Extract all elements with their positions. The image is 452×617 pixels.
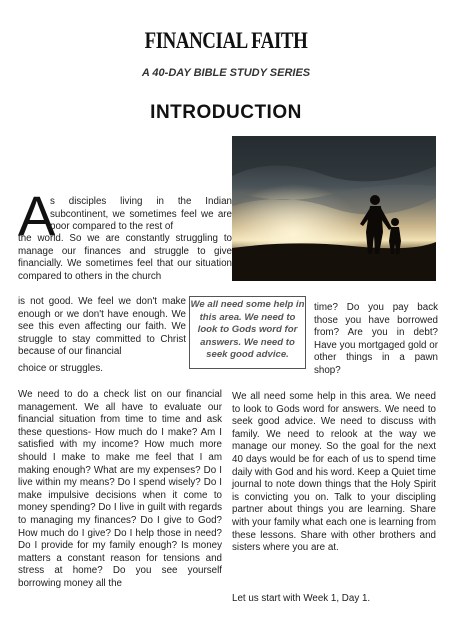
intro-paragraph-end: choice or struggles. [18, 363, 103, 374]
intro-paragraph-wrap: is not good. We feel we don't make enough or we don't have enough. We see this even affecting our faith. We struggle to stay committed to Christ because of our financial [18, 296, 186, 358]
drop-cap: A [18, 184, 56, 247]
intro-paragraph-start: s disciples living in the Indian subcontinent, we sometimes feel we are poor compared to the rest of [50, 196, 232, 233]
section-heading: INTRODUCTION [150, 102, 302, 123]
right-column-paragraph-1: time? Do you pay back those you have borrowed from? Are you in debt? Have you mortgaged gold or other things in a pawn shop? [314, 302, 438, 376]
sunset-silhouette-icon [232, 136, 436, 281]
pull-quote: We all need some help in this area. We need to look to Gods word for answers. We need to seek good advice. [189, 296, 306, 369]
left-column-paragraph-2: We need to do a check list on our financial management. We all have to evaluate our financial situation from time to time and ask these questions- How much do I make? Am I satisfied with my income? How much more should I make to make me feel that I am making enough? What are my expenses? Do I live within my means? Do I spend wisely? Do I make impulsive decisions when it come to money spending? Do I live in guilt with regards to managing my finances? Do I give to God? How much do I give? Do I help those in need? Do I provide for my family enough? Is money matters a constant reason for tensions and stress at home? Do you see yourself borrowing money all the [18, 389, 222, 589]
document-title: FINANCIAL FAITH [144, 28, 308, 53]
silhouette-photo [232, 136, 436, 281]
series-subtitle: A 40-DAY BIBLE STUDY SERIES [141, 67, 311, 79]
right-column-paragraph-2: We all need some help in this area. We need to look to Gods word for answers. We need to seek good advice. We need to discuss with family. We need to relook at the way we manage our money. So the goal for the next 40 days would be for each of us to spend time daily with God and his word. Keep a Quiet time journal to note down things that the Holy Spirit is convicting you on. Talk to your discipling partner about things you are learning. Share with your family what each one is learning from these lessons. Share with other brothers and sisters where you are at. [232, 391, 436, 554]
closing-line: Let us start with Week 1, Day 1. [232, 593, 371, 604]
intro-paragraph-middle: the world. So we are constantly struggling to manage our finances and struggle to give financially. We sometimes feel that our situation compared to others in the church [18, 233, 232, 282]
